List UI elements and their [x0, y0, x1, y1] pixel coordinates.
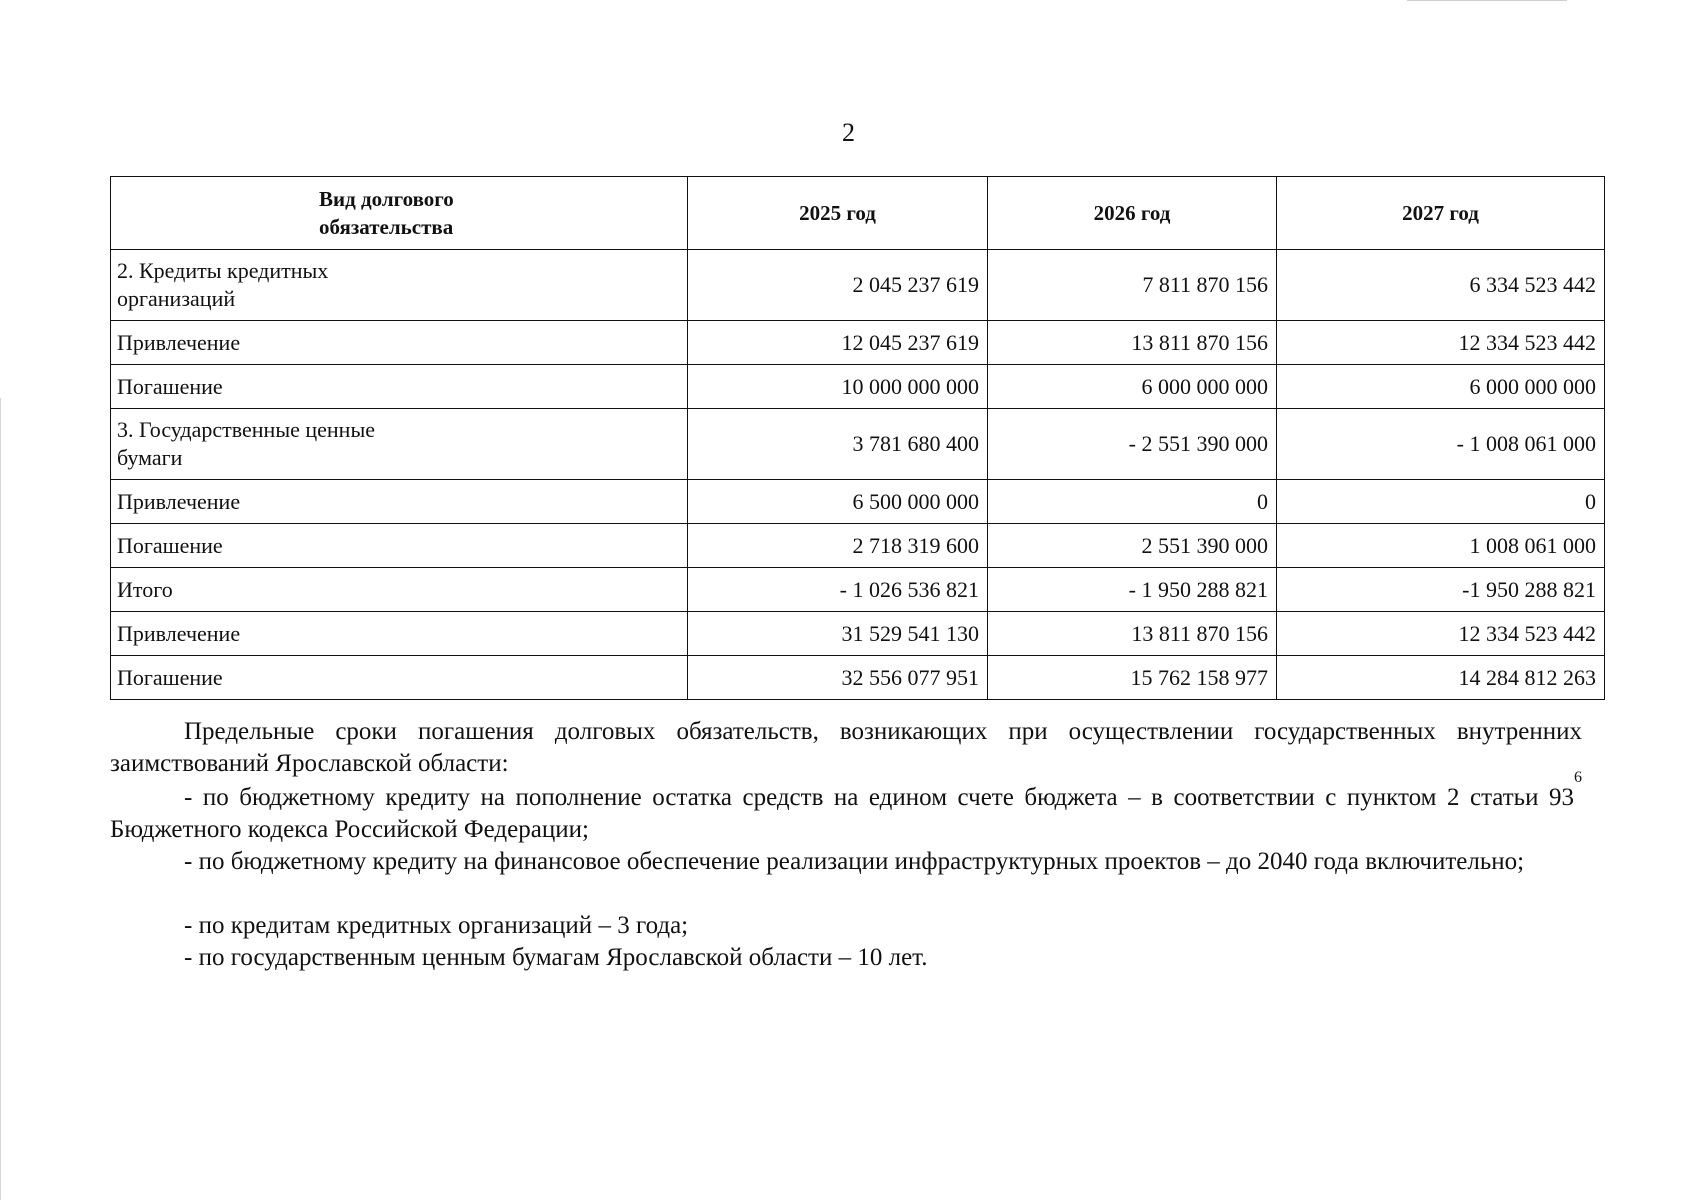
scan-artifact-top	[1407, 0, 1567, 1]
table-row	[111, 612, 1605, 656]
page-number: 2	[842, 118, 855, 147]
scan-artifact-left	[0, 398, 1, 1200]
table-row	[111, 409, 1605, 480]
table-row	[111, 524, 1605, 568]
table-header-row	[111, 177, 1605, 250]
header-2026: 2026 год	[988, 177, 1277, 250]
cell-2025: 6 500 000 000	[688, 480, 988, 524]
cell-2025: - 1 026 536 821	[688, 568, 988, 612]
cell-2026: 13 811 870 156	[988, 321, 1277, 365]
superscript-article-index: 6	[1574, 769, 1582, 786]
cell-2026: 0	[988, 480, 1277, 524]
cell-2025: 2 045 237 619	[688, 250, 988, 321]
cell-2026: 15 762 158 977	[988, 656, 1277, 700]
paragraph-infrastructure-credit: - по бюджетному кредиту на финансовое обеспечение реализации инфраструктурных проектов – до 2040 года включительно;	[184, 848, 1525, 875]
table-row	[111, 250, 1605, 321]
table-row	[111, 568, 1605, 612]
cell-2027: 14 284 812 263	[1277, 656, 1605, 700]
row-label: Привлечение	[111, 480, 688, 524]
cell-2027: - 1 008 061 000	[1277, 409, 1605, 480]
row-label: Привлечение	[111, 612, 688, 656]
cell-2026: - 2 551 390 000	[988, 409, 1277, 480]
cell-2025: 2 718 319 600	[688, 524, 988, 568]
debt-obligations-table	[110, 176, 1605, 700]
row-label: Погашение	[111, 656, 688, 700]
cell-2025: 32 556 077 951	[688, 656, 988, 700]
cell-2025: 10 000 000 000	[688, 365, 988, 409]
paragraph-securities: - по государственным ценным бумагам Ярославской области – 10 лет.	[184, 944, 928, 971]
cell-2026: - 1 950 288 821	[988, 568, 1277, 612]
paragraph-budget-credit-balance-tail: Бюджетного кодекса Российской Федерации;	[110, 816, 589, 843]
cell-2026: 2 551 390 000	[988, 524, 1277, 568]
row-label-line1: 2. Кредиты кредитных	[117, 258, 329, 283]
row-label: Привлечение	[111, 321, 688, 365]
header-debt-type-line2: обязательства	[319, 215, 454, 239]
cell-2027: 6 334 523 442	[1277, 250, 1605, 321]
row-label-line2: организаций	[117, 286, 236, 311]
table-row	[111, 321, 1605, 365]
header-debt-type	[111, 177, 688, 250]
cell-2027: 12 334 523 442	[1277, 321, 1605, 365]
cell-2027: -1 950 288 821	[1277, 568, 1605, 612]
paragraph-credit-organizations: - по кредитам кредитных организаций – 3 года;	[184, 912, 689, 939]
paragraph-budget-credit-balance-text: - по бюджетному кредиту на пополнение остатка средств на едином счете бюджета – в соответствии с пунктом 2 статьи 93	[184, 784, 1574, 811]
table-row	[111, 365, 1605, 409]
table-row	[111, 656, 1605, 700]
header-2027: 2027 год	[1277, 177, 1605, 250]
table-row	[111, 480, 1605, 524]
paragraph-budget-credit-balance	[110, 769, 1582, 846]
cell-2025: 12 045 237 619	[688, 321, 988, 365]
paragraph-repayment-terms-intro: Предельные сроки погашения долговых обязательств, возникающих при осуществлении государственных внутренних заимствований Ярославской области:	[110, 718, 1582, 777]
cell-2025: 31 529 541 130	[688, 612, 988, 656]
cell-2025: 3 781 680 400	[688, 409, 988, 480]
cell-2027: 12 334 523 442	[1277, 612, 1605, 656]
cell-2026: 6 000 000 000	[988, 365, 1277, 409]
row-label: Итого	[111, 568, 688, 612]
header-debt-type-line1: Вид долгового	[319, 187, 454, 211]
row-label	[111, 409, 688, 480]
cell-2027: 6 000 000 000	[1277, 365, 1605, 409]
cell-2027: 1 008 061 000	[1277, 524, 1605, 568]
header-2025: 2025 год	[688, 177, 988, 250]
row-label-line1: 3. Государственные ценные	[117, 417, 376, 442]
row-label: Погашение	[111, 524, 688, 568]
cell-2027: 0	[1277, 480, 1605, 524]
row-label-line2: бумаги	[117, 445, 183, 470]
row-label: Погашение	[111, 365, 688, 409]
row-label	[111, 250, 688, 321]
cell-2026: 7 811 870 156	[988, 250, 1277, 321]
cell-2026: 13 811 870 156	[988, 612, 1277, 656]
